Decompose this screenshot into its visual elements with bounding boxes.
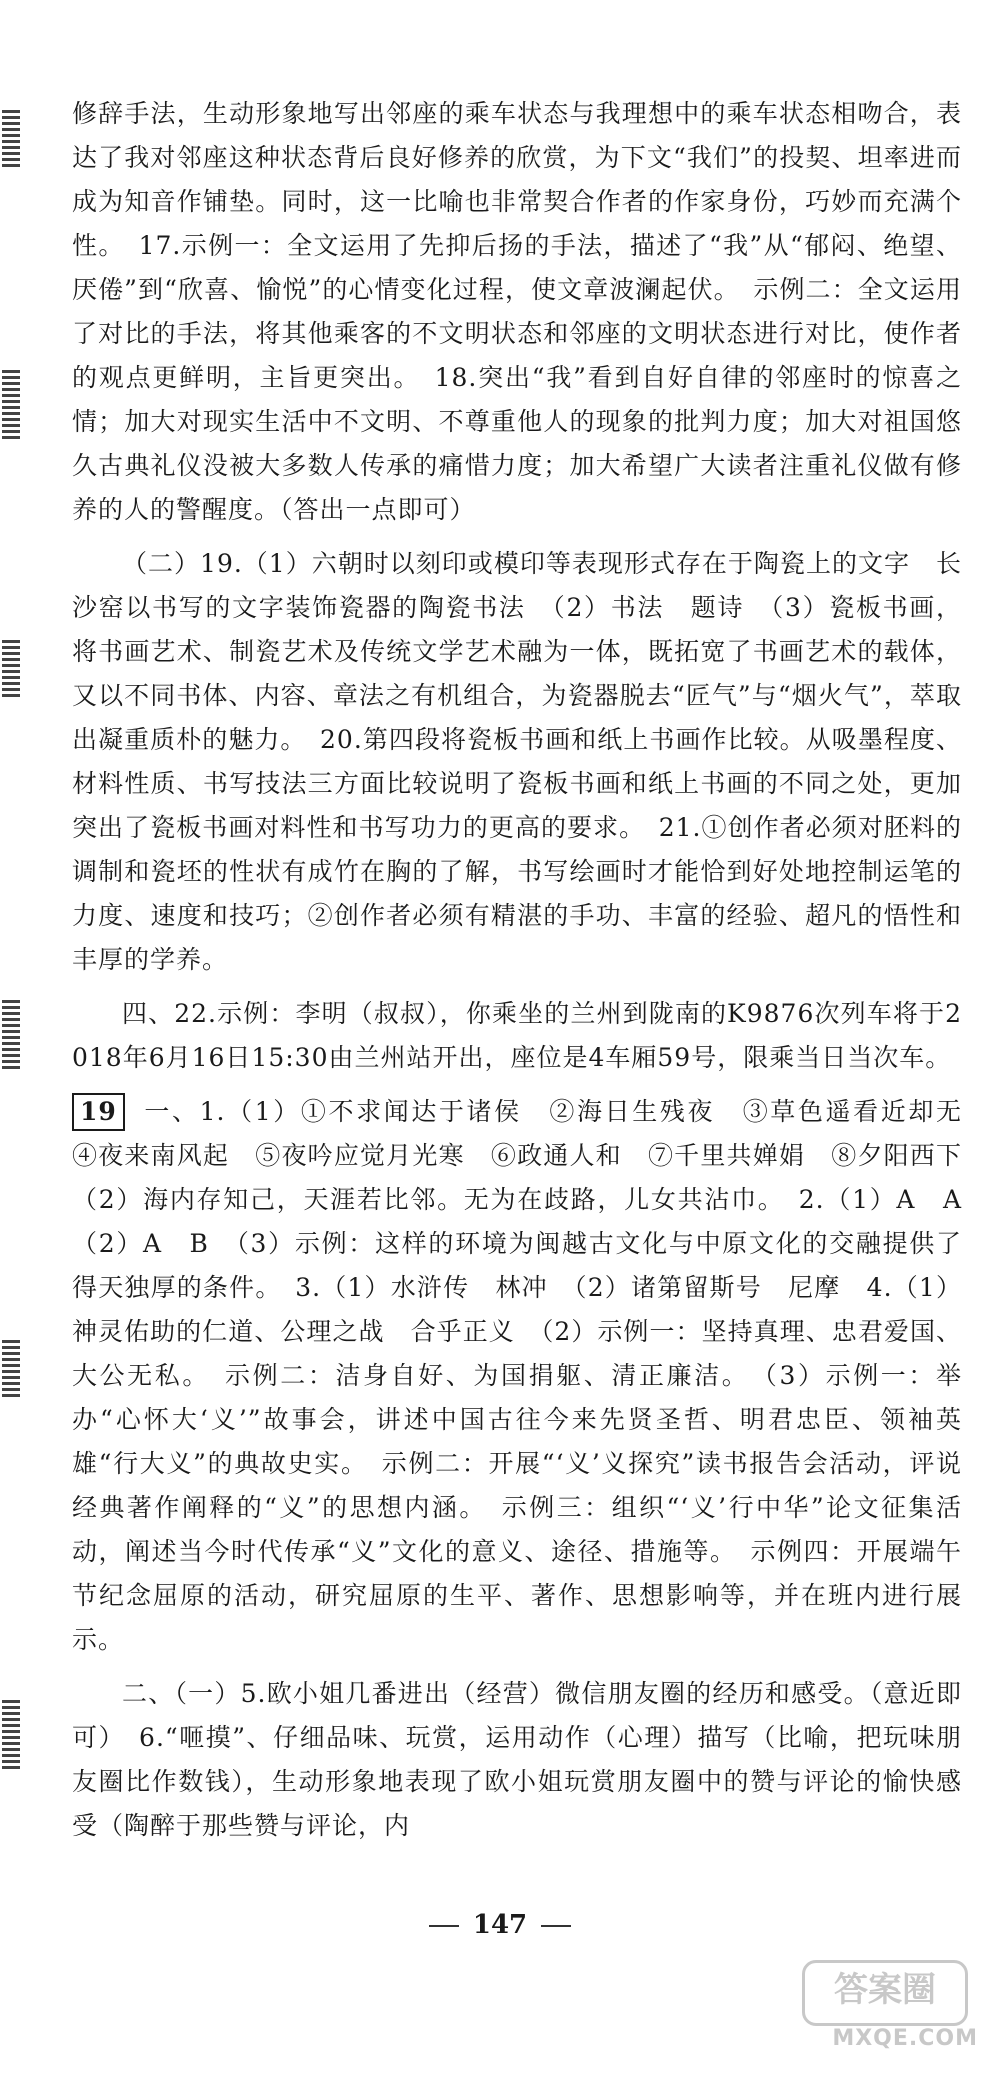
watermark-logo: 答案圈 [802,1960,968,2026]
section-number-box: 19 [72,1093,125,1131]
binding-edge [0,0,26,2073]
binding-mark [2,1340,20,1400]
answer-paragraph-3: 四、22.示例：李明（叔叔），你乘坐的兰州到陇南的K9876次列车将于2018年6月16日15:30由兰州站开出，座位是4车厢59号，限乘当日当次车。 [72,999,962,1072]
binding-mark [2,370,20,440]
answer-paragraph-4-text: 一、1.（1）①不求闻达于诸侯 ②海日生残夜 ③草色遥看近却无 ④夜来南风起 ⑤夜吟应觉月光寒 ⑥政通人和 ⑦千里共婵娟 ⑧夕阳西下 （2）海内存知己，天涯若比邻。无为在歧路，儿女共沾巾。 2.（1）A A （2）A B （3）示例：这样的环境为闽越古文化与中原文化的交融提供了得天独厚的条件。 3.（1）水浒传 林冲 （2）诸第留斯号 尼摩 4.（1）神灵佑助的仁道、公理之战 合乎正义 （2）示例一：坚持真理、忠君爱国、大公无私。 示例二：洁身自好、为国捐躯、清正廉洁。 （3）示例一：举办“心怀大‘义’”故事会，讲述中国古往今来先贤圣哲、明君忠臣、领袖英雄“行大义”的典故史实。 示例二：开展“‘义’义探究”读书报告会活动，评说经典著作阐释的“义”的思想内涵。 示例三：组织“‘义’行中华”论文征集活动，阐述当今时代传承“义”文化的意义、途径、措施等。 示例四：开展端午节纪念屈原的活动，研究屈原的生平、著作、思想影响等，并在班内进行展示。 [72,1097,989,1654]
binding-mark [2,1000,20,1070]
watermark-url: MXQE.COM [832,2026,978,2051]
answer-paragraph-1: 修辞手法，生动形象地写出邻座的乘车状态与我理想中的乘车状态相吻合，表达了我对邻座这种状态背后良好修养的欣赏，为下文“我们”的投契、坦率进而成为知音作铺垫。同时，这一比喻也非常契合作者的作家身份，巧妙而充满个性。 17.示例一：全文运用了先抑后扬的手法，描述了“我”从“郁闷、绝望、厌倦”到“欣喜、愉悦”的心情变化过程，使文章波澜起伏。 示例二：全文运用了对比的手法，将其他乘客的不文明状态和邻座的文明状态进行对比，使作者的观点更鲜明，主旨更突出。 18.突出“我”看到自好自律的邻座时的惊喜之情；加大对现实生活中不文明、不尊重他人的现象的批判力度；加大对祖国悠久古典礼仪没被大多数人传承的痛惜力度；加大希望广大读者注重礼仪做有修养的人的警醒度。（答出一点即可） [72,99,962,524]
page-footer [0,1910,1000,1940]
answer-content [72,92,989,1848]
page-number: 147 [472,1910,528,1940]
binding-mark [2,640,20,700]
footer-dash [429,1925,459,1927]
binding-mark [2,1700,20,1770]
footer-dash [541,1925,571,1927]
answer-paragraph-2: （二）19.（1）六朝时以刻印或模印等表现形式存在于陶瓷上的文字 长沙窑以书写的文字装饰瓷器的陶瓷书法 （2）书法 题诗 （3）瓷板书画，将书画艺术、制瓷艺术及传统文学艺术融为一体，既拓宽了书画艺术的载体，又以不同书体、内容、章法之有机组合，为瓷器脱去“匠气”与“烟火气”，萃取出凝重质朴的魅力。 20.第四段将瓷板书画和纸上书画作比较。从吸墨程度、材料性质、书写技法三方面比较说明了瓷板书画和纸上书画的不同之处，更加突出了瓷板书画对料性和书写功力的更高的要求。 21.①创作者必须对胚料的调制和瓷坯的性状有成竹在胸的了解，书写绘画时才能恰到好处地控制运笔的力度、速度和技巧；②创作者必须有精湛的手功、丰富的经验、超凡的悟性和丰厚的学养。 [72,549,962,974]
answer-paragraph-4 [72,1090,989,1662]
binding-mark [2,110,20,170]
answer-paragraph-5: 二、（一）5.欧小姐几番进出（经营）微信朋友圈的经历和感受。（意近即可） 6.“咂摸”、仔细品味、玩赏，运用动作（心理）描写（比喻，把玩味朋友圈比作数钱），生动形象地表现了欧小姐玩赏朋友圈中的赞与评论的愉快感受（陶醉于那些赞与评论，内 [72,1679,962,1840]
watermark [798,1960,988,2060]
